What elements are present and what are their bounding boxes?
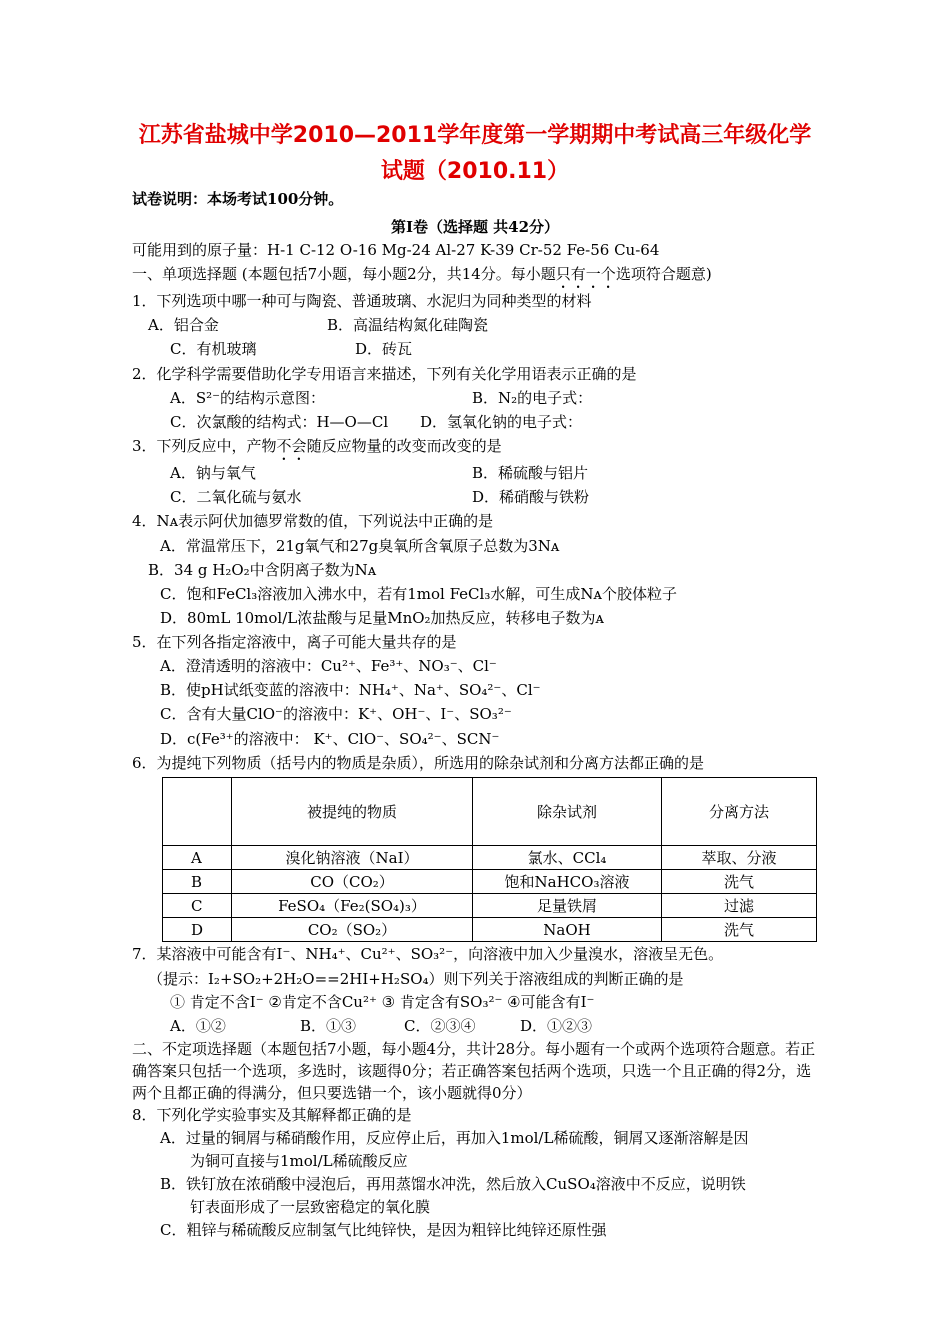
q3-stem-emphasis: 不会 <box>276 437 307 455</box>
q2-option-c: C．次氯酸的结构式：H—O—Cl <box>170 413 389 431</box>
q3-stem-a: 3．下列反应中，产物 <box>132 437 277 455</box>
exam-note: 试卷说明：本场考试100分钟。 <box>132 190 344 208</box>
q6-cell-reagent: 氯水、CCl₄ <box>473 846 662 870</box>
q7-option-d: D．①②③ <box>520 1017 593 1035</box>
q5-option-c: C．含有大量ClO⁻的溶液中：K⁺、OH⁻、I⁻、SO₃²⁻ <box>160 705 512 723</box>
title-line-1: 江苏省盐城中学2010—2011学年度第一学期期中考试高三年级化学 <box>138 123 812 148</box>
part1-intro-emphasis: 只有一个 <box>555 265 616 283</box>
q4-option-a: A．常温常压下，21g氧气和27g臭氧所含氧原子总数为3Nᴀ <box>160 537 560 555</box>
q6-cell-reagent: 饱和NaHCO₃溶液 <box>473 870 662 894</box>
q3-option-b: B．稀硫酸与铝片 <box>472 464 589 482</box>
q6-header-method: 分离方法 <box>662 778 817 846</box>
q6-row-label: D <box>163 918 232 942</box>
q2-option-a: A．S²⁻的结构示意图： <box>170 389 326 407</box>
q6-header-empty <box>163 778 232 846</box>
q6-cell-substance: CO（CO₂） <box>232 870 473 894</box>
part1-intro-b: 选项符合题意) <box>615 265 712 283</box>
q8-stem: 8．下列化学实验事实及其解释都正确的是 <box>132 1106 412 1124</box>
q5-option-d: D．c(Fe³⁺的溶液中： K⁺、ClO⁻、SO₄²⁻、SCN⁻ <box>160 730 500 748</box>
q6-cell-method: 萃取、分液 <box>662 846 817 870</box>
q6-cell-substance: 溴化钠溶液（NaI） <box>232 846 473 870</box>
q6-table <box>162 777 817 942</box>
q2-stem: 2．化学科学需要借助化学专用语言来描述，下列有关化学用语表示正确的是 <box>132 365 637 383</box>
q6-stem: 6．为提纯下列物质（括号内的物质是杂质），所选用的除杂试剂和分离方法都正确的是 <box>132 754 705 772</box>
q2-option-d: D．氢氧化钠的电子式： <box>420 413 583 431</box>
q6-cell-substance: CO₂（SO₂） <box>232 918 473 942</box>
q7-hint: （提示：I₂+SO₂+2H₂O==2HI+H₂SO₄）则下列关于溶液组成的判断正确的是 <box>148 970 684 988</box>
q1-stem: 1．下列选项中哪一种可与陶瓷、普通玻璃、水泥归为同种类型的材料 <box>132 292 592 310</box>
q1-option-a: A．铝合金 <box>148 316 219 334</box>
q5-option-b: B．使pH试纸变蓝的溶液中：NH₄⁺、Na⁺、SO₄²⁻、Cl⁻ <box>160 681 541 699</box>
q6-cell-method: 过滤 <box>662 894 817 918</box>
part1-intro <box>132 263 712 292</box>
q5-stem: 5．在下列各指定溶液中，离子可能大量共存的是 <box>132 633 457 651</box>
q6-row-label: A <box>163 846 232 870</box>
q7-option-c: C．②③④ <box>404 1017 476 1035</box>
q2-option-b: B．N₂的电子式： <box>472 389 593 407</box>
q4-option-c: C．饱和FeCl₃溶液加入沸水中，若有1mol FeCl₃水解，可生成Nᴀ个胶体粒子 <box>160 585 677 603</box>
q6-cell-reagent: 足量铁屑 <box>473 894 662 918</box>
part2-intro: 二、不定项选择题（本题包括7小题，每小题4分，共计28分。每小题有一个或两个选项符合题意。若正确答案只包括一个选项，多选时，该题得0分；若正确答案包括两个选项，只选一个且正确的得2分，选两个且都正确的得满分，但只要选错一个，该小题就得0分） <box>132 1040 816 1102</box>
q6-cell-method: 洗气 <box>662 918 817 942</box>
q8-option-b-line2: 钉表面形成了一层致密稳定的氧化膜 <box>190 1198 431 1216</box>
q6-cell-substance: FeSO₄（Fe₂(SO₄)₃） <box>232 894 473 918</box>
q8-option-a-line1: A．过量的铜屑与稀硝酸作用，反应停止后，再加入1mol/L稀硫酸，铜屑又逐渐溶解是因 <box>160 1129 749 1147</box>
q3-option-a: A．钠与氧气 <box>170 464 256 482</box>
q6-cell-method: 洗气 <box>662 870 817 894</box>
q4-stem: 4．Nᴀ表示阿伏加德罗常数的值，下列说法中正确的是 <box>132 512 494 530</box>
q7-option-b: B．①③ <box>300 1017 357 1035</box>
q3-option-c: C．二氧化硫与氨水 <box>170 488 302 506</box>
q5-option-a: A．澄清透明的溶液中：Cu²⁺、Fe³⁺、NO₃⁻、Cl⁻ <box>160 657 497 675</box>
table-row <box>163 894 817 918</box>
q6-table-header <box>163 778 817 846</box>
title-line-2: 试题（2010.11） <box>380 159 570 184</box>
q3-stem <box>132 435 502 464</box>
table-row <box>163 846 817 870</box>
atomic-masses: 可能用到的原子量：H-1 C-12 O-16 Mg-24 Al-27 K-39 Cr-52 Fe-56 Cu-64 <box>132 241 660 259</box>
q6-row-label: B <box>163 870 232 894</box>
q6-cell-reagent: NaOH <box>473 918 662 942</box>
section-heading: 第Ⅰ卷（选择题 共42分） <box>390 218 560 236</box>
table-row <box>163 870 817 894</box>
q3-stem-b: 随反应物量的改变而改变的是 <box>306 437 502 455</box>
q6-header-reagent: 除杂试剂 <box>473 778 662 846</box>
q7-stem: 7．某溶液中可能含有I⁻、NH₄⁺、Cu²⁺、SO₃²⁻，向溶液中加入少量溴水，溶液呈无色。 <box>132 945 724 963</box>
q1-option-d: D．砖瓦 <box>355 340 413 358</box>
q4-option-d: D．80mL 10mol/L浓盐酸与足量MnO₂加热反应，转移电子数为ᴀ <box>160 609 605 627</box>
q8-option-a-line2: 为铜可直接与1mol/L稀硫酸反应 <box>190 1152 408 1170</box>
q6-row-label: C <box>163 894 232 918</box>
q8-option-b-line1: B．铁钉放在浓硝酸中浸泡后，再用蒸馏水冲洗，然后放入CuSO₄溶液中不反应，说明铁 <box>160 1175 746 1193</box>
table-row <box>163 918 817 942</box>
q6-header-substance: 被提纯的物质 <box>232 778 473 846</box>
q1-option-b: B．高温结构氮化硅陶瓷 <box>327 316 489 334</box>
exam-title <box>120 118 830 190</box>
q1-option-c: C．有机玻璃 <box>170 340 257 358</box>
q4-option-b: B．34 g H₂O₂中含阴离子数为Nᴀ <box>148 561 377 579</box>
q7-option-a: A．①② <box>170 1017 226 1035</box>
q3-option-d: D．稀硝酸与铁粉 <box>472 488 590 506</box>
q8-option-c: C．粗锌与稀硫酸反应制氢气比纯锌快，是因为粗锌比纯锌还原性强 <box>160 1221 607 1239</box>
part1-intro-a: 一、单项选择题 (本题包括7小题，每小题2分，共14分。每小题 <box>132 265 556 283</box>
q7-items: ① 肯定不含I⁻ ②肯定不含Cu²⁺ ③ 肯定含有SO₃²⁻ ④可能含有I⁻ <box>170 993 595 1011</box>
